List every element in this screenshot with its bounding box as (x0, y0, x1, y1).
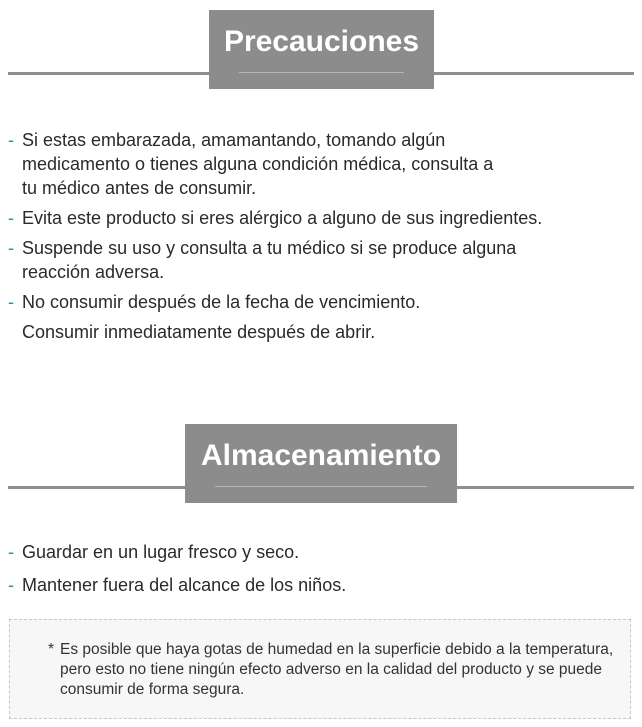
list-item-text: Consumir inmediatamente después de abrir. (22, 322, 376, 342)
note-marker: * (48, 641, 55, 658)
dash-marker: - (8, 208, 14, 228)
dash-marker: - (8, 542, 14, 562)
almacenamiento-header (0, 424, 642, 504)
list-item-text: No consumir después de la fecha de vencimiento. (22, 292, 421, 312)
dash-marker: - (8, 292, 14, 312)
list-item (8, 573, 632, 597)
list-item (8, 236, 632, 284)
note-text: Es posible que haya gotas de humedad en la superficie debido a la temperatura, pero esto no tiene ningún efecto adverso en la calidad del producto y se puede consumir de forma segura. (60, 641, 614, 698)
list-item-text: Mantener fuera del alcance de los niños. (22, 575, 347, 595)
precauciones-list (8, 128, 632, 344)
dash-marker: - (8, 130, 14, 150)
dash-marker: - (8, 575, 14, 595)
title-underline (239, 72, 404, 73)
precauciones-header (0, 10, 642, 90)
dash-marker: - (8, 238, 14, 258)
list-item-text: Guardar en un lugar fresco y seco. (22, 542, 300, 562)
list-item-text: Si estas embarazada, amamantando, tomando algún medicamento o tienes alguna condición médica, consulta a tu médico antes de consumir. (22, 130, 494, 198)
list-item (8, 540, 632, 564)
precauciones-title: Precauciones (223, 25, 420, 58)
title-underline (215, 486, 427, 487)
note-box (9, 619, 631, 719)
almacenamiento-title: Almacenamiento (200, 439, 442, 472)
list-item-text: Suspende su uso y consulta a tu médico si se produce alguna reacción adversa. (22, 238, 517, 282)
almacenamiento-title-box (185, 424, 457, 503)
precauciones-title-box (209, 10, 434, 89)
list-item (8, 206, 632, 230)
list-item (8, 320, 632, 344)
list-item (8, 290, 632, 314)
list-item (8, 128, 632, 200)
list-item-text: Evita este producto si eres alérgico a alguno de sus ingredientes. (22, 208, 543, 228)
almacenamiento-list (8, 540, 632, 597)
